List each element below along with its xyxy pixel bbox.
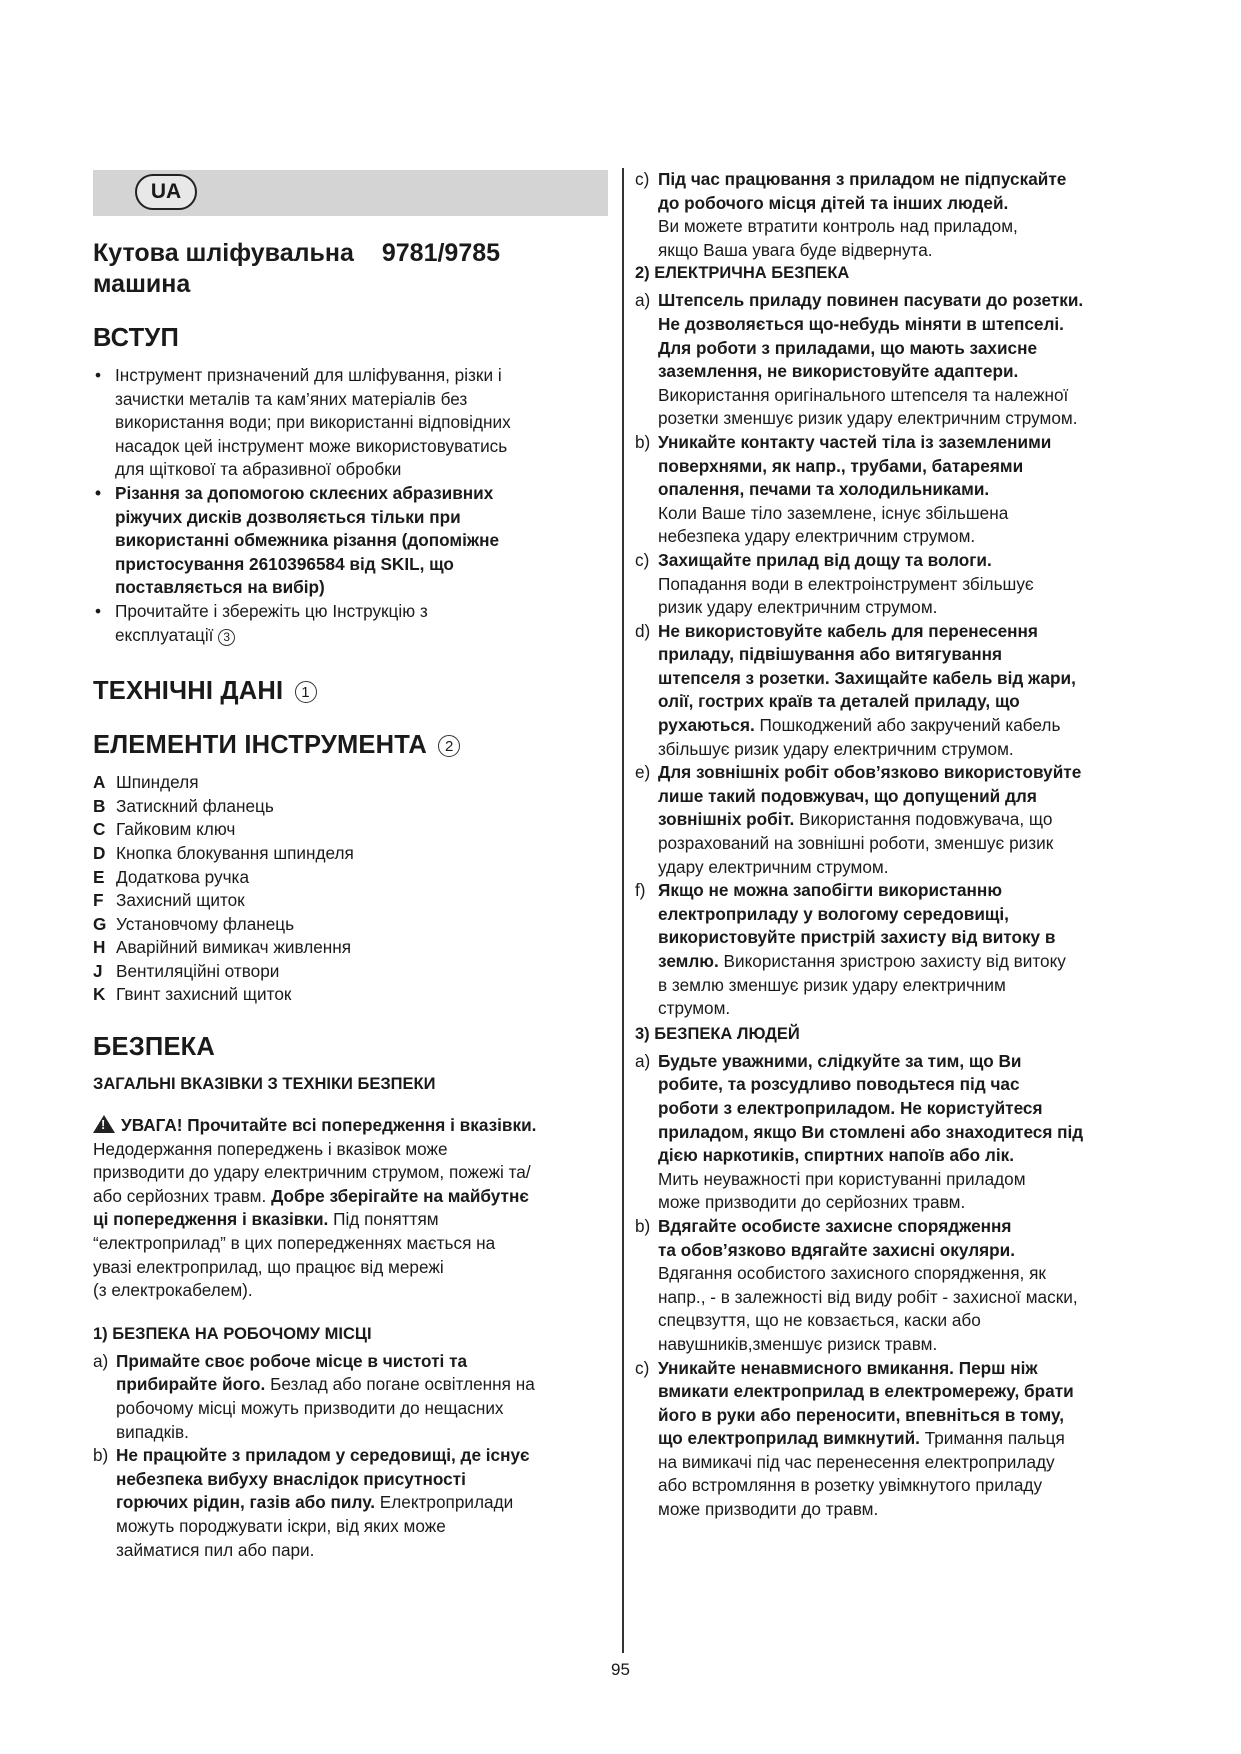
page-number: 95 — [611, 1660, 630, 1679]
part-item: E Додаткова ручка — [93, 866, 250, 887]
figure-ref-2: 2 — [438, 735, 460, 757]
language-badge: UA — [135, 174, 197, 210]
title-line1: Кутова шліфувальна — [93, 239, 354, 267]
people-item-b: b) Вдягайте особисте захисне спорядження та обов’язково вдягайте захисні окуляри. Вдягання особистого захисного спорядження, як напр., - в залежності від виду робіт - захисної маски, спецвзуття, що не ковзається, каски або навушників,зменшує ризиск травм. — [635, 1215, 1078, 1354]
intro-heading: ВСТУП — [93, 324, 179, 352]
part-item: D Кнопка блокування шпинделя — [93, 842, 354, 863]
figure-ref-1: 1 — [295, 681, 317, 703]
parts-list — [93, 771, 608, 1007]
part-item: F Захисний щиток — [93, 890, 245, 911]
tech-heading: ТЕХНІЧНІ ДАНІ 1 — [93, 675, 608, 707]
warning-block: !УВАГА! Прочитайте всі попередження і вказівки. Недодержання попереджень і вказівок може призводити до удару електричним струмом, пожежі та/ або серйозних травм. Добре зберігайте на майбутнє ці попередження і вказівки. Під поняттям “електроприлад” в цих попередженнях мається на увазі електроприлад, що працює від мережі (з електрокабелем). — [93, 1114, 608, 1303]
electrical-heading: 2) ЕЛЕКТРИЧНА БЕЗПЕКА — [635, 264, 850, 283]
part-item: B Затискний фланець — [93, 795, 274, 816]
part-item: C Гайковим ключ — [93, 819, 236, 840]
intro-bullet-1: • Інструмент призначений для шліфування, різки і зачистки металів та кам’яних матеріалів без використання води; при використанні відповідних насадок цей інструмент може використовуватись для щіткової та абразивної обробки — [95, 365, 511, 480]
model-number: 9781/9785 — [381, 239, 501, 267]
safety-heading: БЕЗПЕКА — [93, 1033, 216, 1062]
figure-ref-3: 3 — [218, 629, 235, 646]
people-heading: 3) БЕЗПЕКА ЛЮДЕЙ — [635, 1024, 800, 1043]
elec-item-c: c) Захищайте прилад від дощу та вологи. Попадання води в електроінструмент збільшує ризик удару електричним струмом. — [635, 549, 1034, 618]
work-item-c: c) Під час працювання з приладом не підпускайте до робочого місця дітей та інших людей. Ви можете втратити контроль над приладом, якщо Ваша увага буде відвернута. — [635, 169, 1067, 260]
part-item: G Установчому фланець — [93, 913, 295, 934]
work-area-heading: 1) БЕЗПЕКА НА РОБОЧОМУ МІСЦІ — [93, 1324, 372, 1343]
elec-item-b: b) Уникайте контакту частей тіла із заземленими поверхнями, як напр., трубами, батареями опалення, печами та холодильниками. Коли Ваше тіло заземлене, існує збільшена небезпека удару електричним струмом. — [635, 431, 1052, 547]
elec-item-d: d) Не використовуйте кабель для перенесення приладу, підвішування або витягування штепселя з розетки. Захищайте кабель від жари, олії, гострих країв та деталей приладу, що рухаються. Пошкоджений або закручений кабель збільшує ризик удару електричним струмом. — [635, 620, 1076, 759]
people-item-c: c) Уникайте ненавмисного вмикання. Перш ніж вмикати електроприлад в електромережу, брати його в руки або переносити, впевніться в тому, що електроприлад вимкнутий. Тримання пальця на вимикачі під час перенесення електроприладу або встромляння в розетку увімкнутого приладу може призводити до травм. — [635, 1357, 1074, 1520]
part-item: K Гвинт захисний щиток — [93, 984, 292, 1005]
product-title — [93, 238, 608, 300]
elec-item-e: e) Для зовнішніх робіт обов’язково використовуйте лише такий подовжувач, що допущений для зовнішніх робіт. Використання подовжувача, що розрахований на зовнішні роботи, зменшує ризик удару електричним струмом. — [635, 762, 1082, 877]
part-item: H Аварійний вимикач живлення — [93, 937, 352, 958]
work-item-a: a) Примайте своє робоче місце в чистоті та прибирайте його. Безлад або погане освітлення на робочому місці можуть призводити до нещасних випадків. — [93, 1350, 535, 1442]
part-item: J Вентиляційні отвори — [93, 960, 280, 981]
language-bar — [93, 170, 608, 216]
intro-bullet-2: • Різання за допомогою склеєних абразивних ріжучих дисків дозволяється тільки при використанні обмежника різання (допоміжне пристосування 2610396584 від SKIL, що поставляється на вибір) — [95, 482, 500, 598]
intro-bullet-3: • Прочитайте і збережіть цю Інструкцію з експлуатації 3 — [95, 600, 428, 645]
elec-item-f: f) Якщо не можна запобігти використанню електроприладу у вологому середовищі, використовуйте пристрій захисту від витоку в землю. Використання зристрою захисту від витоку в землю зменшує ризик удару електричним струмом. — [635, 880, 1066, 1019]
left-column — [93, 170, 608, 1562]
title-line2: машина — [93, 270, 191, 298]
people-item-a: a) Будьте уважними, слідкуйте за тим, що Ви робите, та розсудливо поводьтеся під час роботи з електроприладом. Не користуйтеся приладом, якщо Ви стомлені або знаходитеся під дією наркотиків, спиртних напоїв або лік. Мить неуважності при користуванні приладом може призводити до серйозних травм. — [635, 1050, 1084, 1213]
work-item-b: b) Не працюйте з приладом у середовищі, де існує небезпека вибуху внаслідок присутності горючих рідин, газів або пилу. Електроприлади можуть породжувати іскри, від яких може займатися пил або пари. — [93, 1445, 530, 1560]
general-safety-heading: ЗАГАЛЬНІ ВКАЗІВКИ З ТЕХНІКИ БЕЗПЕКИ — [93, 1075, 436, 1094]
warning-icon — [93, 1115, 115, 1133]
elements-heading: ЕЛЕМЕНТИ ІНСТРУМЕНТА 2 — [93, 729, 608, 761]
right-column — [635, 168, 1165, 1522]
column-divider — [622, 168, 624, 1653]
elec-item-a: a) Штепсель приладу повинен пасувати до розетки. Не дозволяється що-небудь міняти в штепселі. Для роботи з приладами, що мають захисне заземлення, не використовуйте адаптери. Використання оригінального штепселя та належної розетки зменшує ризик удару електричним струмом. — [635, 290, 1084, 429]
part-item: A Шпинделя — [93, 772, 199, 793]
